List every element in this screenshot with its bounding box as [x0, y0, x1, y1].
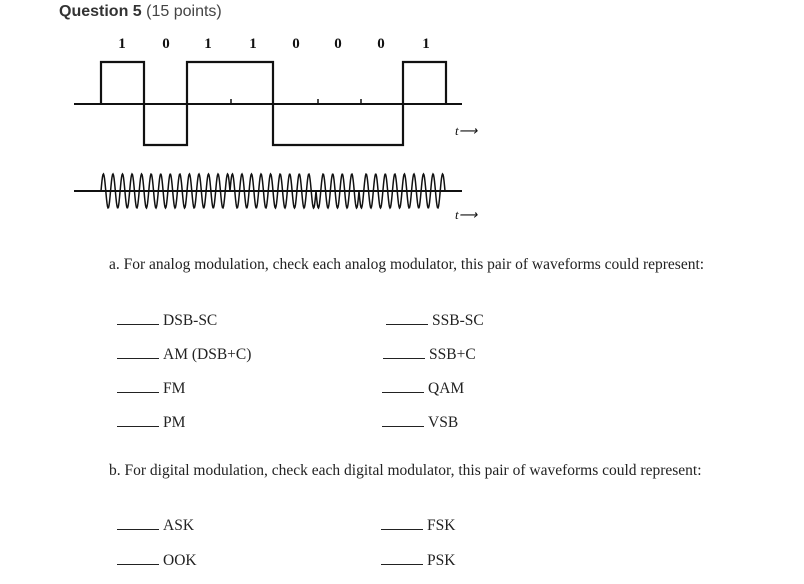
answer-blank[interactable] — [381, 515, 423, 530]
option-label: ASK — [163, 517, 195, 534]
option-label: QAM — [428, 380, 465, 397]
option-ssb-sc — [386, 310, 484, 330]
option-label: AM (DSB+C) — [163, 346, 252, 363]
option-fsk — [381, 515, 455, 535]
option-label: OOK — [163, 552, 197, 569]
option-label: DSB-SC — [163, 312, 218, 329]
answer-blank[interactable] — [383, 344, 425, 359]
option-vsb — [382, 412, 458, 432]
bit-label: 0 — [377, 36, 385, 52]
part-b-prompt: b. For digital modulation, check each digital modulator, this pair of waveforms could represent: — [109, 462, 702, 479]
option-label: SSB-SC — [432, 312, 484, 329]
answer-blank[interactable] — [117, 550, 159, 565]
option-label: SSB+C — [429, 346, 476, 363]
option-label: PSK — [427, 552, 456, 569]
bit-label: 1 — [249, 36, 257, 52]
option-pm — [117, 412, 185, 432]
option-label: FM — [163, 380, 186, 397]
question-title: Question 5 — [59, 3, 142, 20]
answer-blank[interactable] — [381, 550, 423, 565]
answer-blank[interactable] — [382, 412, 424, 427]
answer-blank[interactable] — [117, 378, 159, 393]
time-label: t⟶ — [455, 123, 478, 138]
option-psk — [381, 550, 455, 570]
bit-label: 1 — [422, 36, 430, 52]
answer-blank[interactable] — [117, 310, 159, 325]
answer-blank[interactable] — [117, 412, 159, 427]
bit-label: 0 — [334, 36, 342, 52]
bit-label: 1 — [204, 36, 212, 52]
option-label: VSB — [428, 414, 459, 431]
option-label: PM — [163, 414, 186, 431]
answer-blank[interactable] — [386, 310, 428, 325]
option-label: FSK — [427, 517, 456, 534]
bit-label: 0 — [162, 36, 170, 52]
time-label: t⟶ — [455, 207, 478, 222]
option-qam — [382, 378, 464, 398]
option-am — [117, 344, 251, 364]
option-ssb-c — [383, 344, 476, 364]
answer-blank[interactable] — [117, 515, 159, 530]
answer-blank[interactable] — [382, 378, 424, 393]
option-ask — [117, 515, 194, 535]
bit-label: 1 — [118, 36, 126, 52]
bit-label: 0 — [292, 36, 300, 52]
question-points: (15 points) — [146, 3, 222, 20]
option-dsb-sc — [117, 310, 217, 330]
part-a-prompt: a. For analog modulation, check each analog modulator, this pair of waveforms could represent: — [109, 256, 705, 273]
digital-waveform-figure — [0, 0, 804, 240]
answer-blank[interactable] — [117, 344, 159, 359]
option-fm — [117, 378, 185, 398]
option-ook — [117, 550, 197, 570]
